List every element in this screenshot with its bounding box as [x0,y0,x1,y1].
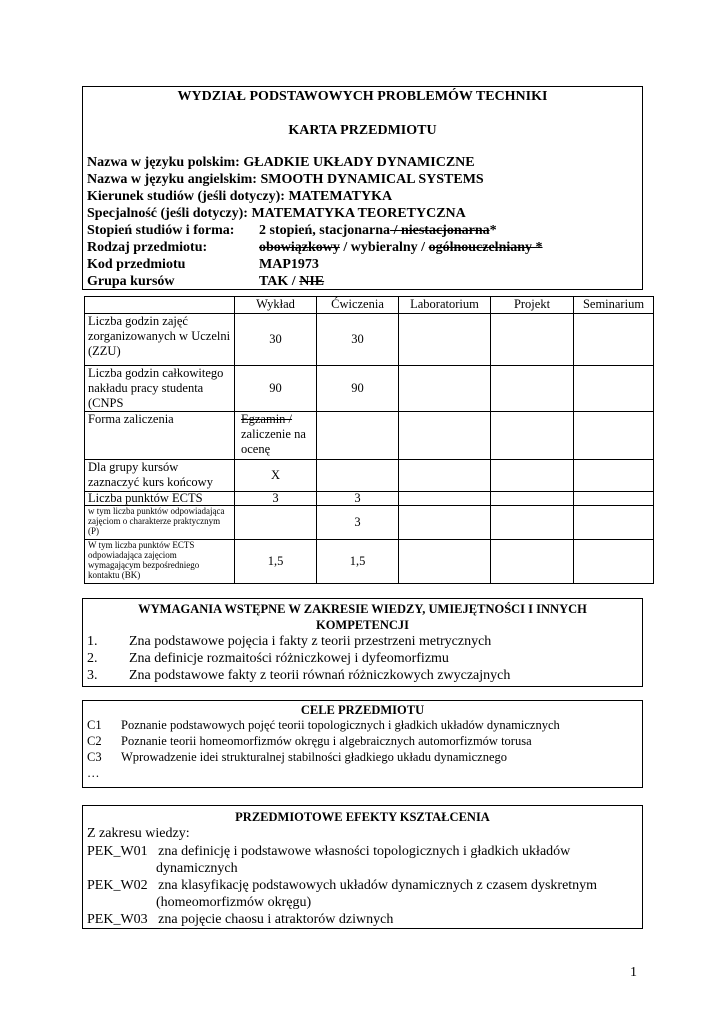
table-cell [399,314,491,366]
column-header: Ćwiczenia [317,297,399,314]
row-label: Liczba godzin całkowitego nakładu pracy studenta (CNPS [85,366,235,412]
document-title: KARTA PRZEDMIOTU [288,123,437,138]
table-cell [399,412,491,460]
table-cell [317,412,399,460]
row-label: Forma zaliczenia [85,412,235,460]
table-cell [399,366,491,412]
list-item: PEK_W02 zna klasyfikację podstawowych układów dynamicznych z czasem dyskretnym [87,878,598,893]
row-course-code: Kod przedmiotu MAP1973 [87,257,319,272]
table-cell [399,492,491,506]
learning-outcomes-section [82,805,643,929]
hours-table [84,296,654,584]
row-polish-name: Nazwa w języku polskim: GŁADKIE UKŁADY DYNAMICZNE [87,155,475,170]
list-item: C2 Poznanie teorii homeomorfizmów okręgu i algebraicznych automorfizmów torusa [87,734,532,748]
row-course-group: Grupa kursów TAK / NIE [87,274,325,289]
section-title: WYMAGANIA WSTĘPNE W ZAKRESIE WIEDZY, UMIEJĘTNOŚCI I INNYCH KOMPETENCJI [138,602,587,632]
row-field: Kierunek studiów (jeśli dotyczy): MATEMATYKA [87,189,393,204]
table-cell: 90 [235,366,317,412]
faculty-title: WYDZIAŁ PODSTAWOWYCH PROBLEMÓW TECHNIKI [177,89,548,104]
table-row [85,366,654,412]
row-label: Liczba godzin zajęć zorganizowanych w Uczelni (ZZU) [85,314,235,366]
table-cell [491,366,574,412]
column-header: Laboratorium [399,297,491,314]
list-item: PEK_W03 zna pojęcie chaosu i atraktorów dziwnych [87,912,394,927]
table-cell [491,314,574,366]
list-item: C1 Poznanie podstawowych pojęć teorii topologicznych i gładkich układów dynamicznych [87,718,560,732]
table-cell: 30 [317,314,399,366]
row-label: Liczba punktów ECTS [85,492,235,506]
section-title: CELE PRZEDMIOTU [300,703,425,717]
course-goals-section [82,700,643,788]
row-label: W tym liczba punktów ECTS odpowiadająca zajęciom wymagającym bezpośredniego kontaktu (BK) [85,540,235,584]
list-item: 1. Zna podstawowe pojęcia i fakty z teorii przestrzeni metrycznych [87,634,492,649]
table-cell [574,366,654,412]
column-header: Wykład [235,297,317,314]
list-item-continuation: dynamicznych [156,861,238,876]
list-item: 2. Zna definicje rozmaitości różniczkowej i dyfeomorfizmu [87,651,449,666]
table-row [85,506,654,540]
table-cell [574,412,654,460]
prerequisites-section [82,598,643,687]
table-cell [574,540,654,584]
section-title: PRZEDMIOTOWE EFEKTY KSZTAŁCENIA [235,810,490,824]
table-header-row [85,297,654,314]
row-english-name: Nazwa w języku angielskim: SMOOTH DYNAMICAL SYSTEMS [87,172,484,187]
row-specialization: Specjalność (jeśli dotyczy): MATEMATYKA TEORETYCZNA [87,206,466,221]
table-row [85,492,654,506]
table-cell [491,540,574,584]
table-cell [491,492,574,506]
table-corner [85,297,235,314]
table-cell [491,412,574,460]
column-header: Seminarium [574,297,654,314]
list-item-continuation: (homeomorfizmów okręgu) [156,895,312,910]
table-cell: 90 [317,366,399,412]
outcomes-intro: Z zakresu wiedzy: [87,826,190,841]
list-item: … [87,766,100,780]
table-row [85,460,654,492]
row-study-level: Stopień studiów i forma: 2 stopień, stacjonarna / niestacjonarna* [87,223,497,238]
table-cell: 1,5 [317,540,399,584]
row-label: Dla grupy kursów zaznaczyć kurs końcowy [85,460,235,492]
table-cell [491,506,574,540]
table-cell: 1,5 [235,540,317,584]
row-course-type: Rodzaj przedmiotu: obowiązkowy / wybieralny / ogólnouczelniany * [87,240,543,255]
list-item: C3 Wprowadzenie idei strukturalnej stabilności gładkiego układu dynamicznego [87,750,507,764]
table-cell [235,506,317,540]
page-number: 1 [630,965,637,980]
table-cell [574,460,654,492]
table-cell: 3 [235,492,317,506]
course-header [82,86,643,290]
table-cell [399,460,491,492]
table-row [85,314,654,366]
table-cell [317,460,399,492]
table-cell: 3 [317,506,399,540]
table-cell: Egzamin / zaliczenie na ocenę [235,412,317,460]
table-row [85,540,654,584]
row-label: w tym liczba punktów odpowiadająca zajęciom o charakterze praktycznym (P) [85,506,235,540]
table-cell: 30 [235,314,317,366]
table-cell [574,492,654,506]
list-item: 3. Zna podstawowe fakty z teorii równań różniczkowych zwyczajnych [87,668,511,683]
table-cell [399,506,491,540]
table-cell [399,540,491,584]
table-cell [574,506,654,540]
table-row [85,412,654,460]
table-cell [574,314,654,366]
table-cell [491,460,574,492]
table-cell: 3 [317,492,399,506]
list-item: PEK_W01 zna definicję i podstawowe własności topologicznych i gładkich układów [87,844,571,859]
table-cell: X [235,460,317,492]
column-header: Projekt [491,297,574,314]
